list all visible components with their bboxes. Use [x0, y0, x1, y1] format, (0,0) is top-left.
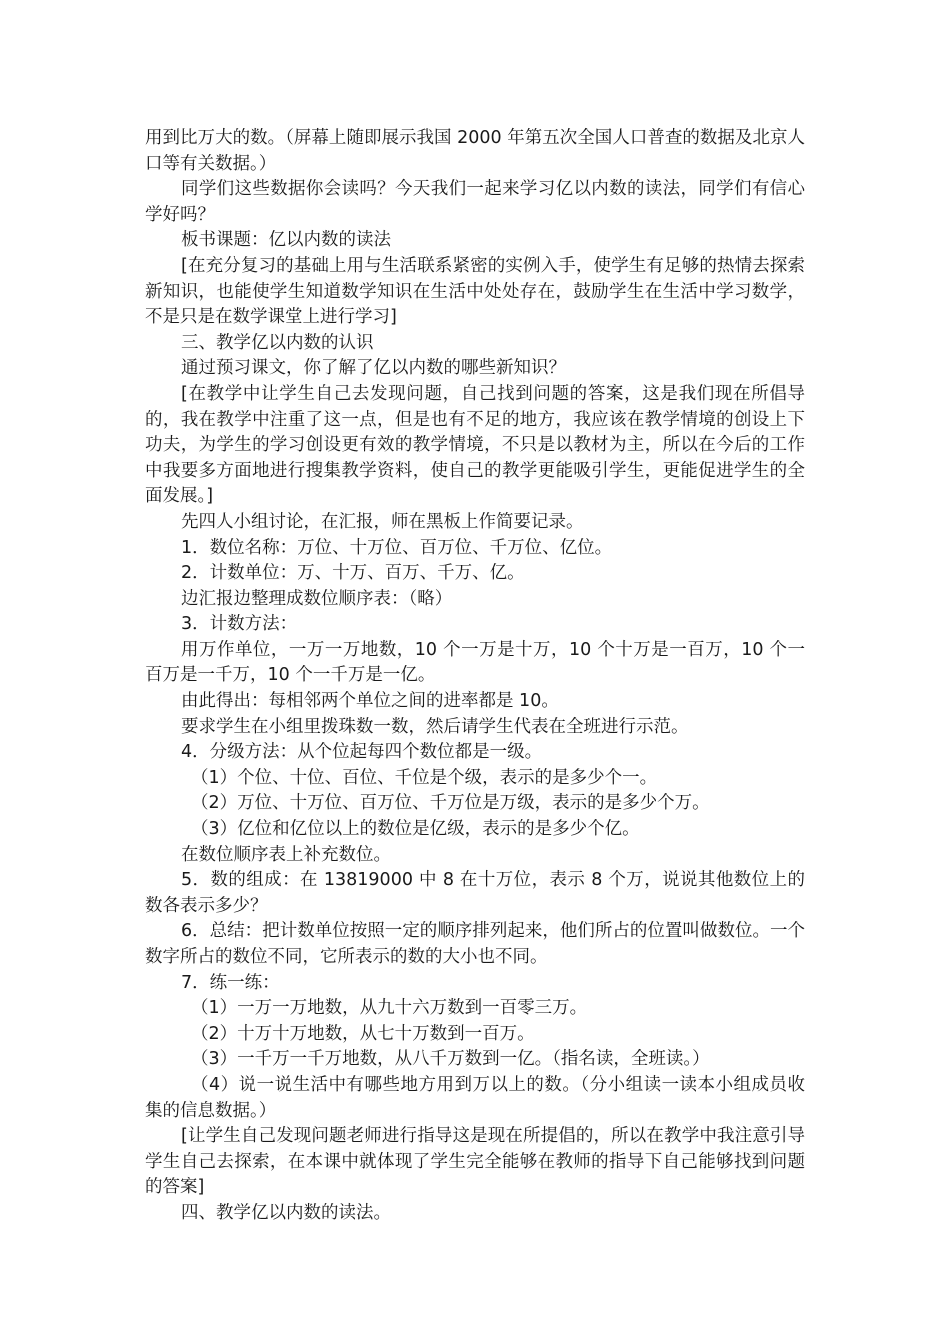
- paragraph-place-table: 边汇报边整理成数位顺序表：（略）: [181, 588, 453, 609]
- paragraph-preview-question: 通过预习课文，你了解了亿以内数的哪些新知识？: [181, 358, 566, 379]
- list-item-grouping-method: 4．分级方法：从个位起每四个数位都是一级。: [181, 742, 543, 763]
- document-body: [145, 126, 805, 1227]
- list-item-counting-method: 3．计数方法：: [181, 614, 298, 635]
- paragraph-abacus-activity: 要求学生在小组里拨珠数一数，然后请学生代表在全班进行示范。: [181, 716, 689, 737]
- paragraph-supplement-table: 在数位顺序表上补充数位。: [181, 844, 391, 865]
- paragraph-conclusion-rate: 由此得出：每相邻两个单位之间的进率都是 10。: [181, 691, 559, 712]
- list-item-number-composition: 5．数的组成：在 13819000 中 8 在十万位，表示 8 个万，说说其他数位上的数各表示多少？: [145, 870, 805, 916]
- paragraph-question: 同学们这些数据你会读吗？今天我们一起来学习亿以内数的读法，同学们有信心学好吗？: [145, 179, 805, 225]
- sub-item-2: （2）万位、十万位、百万位、千万位是万级，表示的是多少个万。: [191, 793, 710, 814]
- section-heading-3: 三、教学亿以内数的认识: [181, 332, 374, 353]
- sub-item-3: （3）亿位和亿位以上的数位是亿级，表示的是多少个亿。: [191, 819, 640, 840]
- paragraph-group-discussion: 先四人小组讨论，在汇报，师在黑板上作简要记录。: [181, 511, 584, 532]
- paragraph-counting-explanation: 用万作单位，一万一万地数，10 个一万是十万，10 个十万是一百万，10 个一百万是一千万，10 个一千万是一亿。: [145, 639, 805, 686]
- section-heading-4: 四、教学亿以内数的读法。: [181, 1202, 391, 1223]
- list-item-summary: 6．总结：把计数单位按照一定的顺序排列起来，他们所占的位置叫做数位。一个数字所占的数位不同，它所表示的数的大小也不同。: [145, 921, 805, 967]
- list-item-place-names: 1．数位名称：万位、十万位、百万位、千万位、亿位。: [181, 537, 613, 558]
- list-item-counting-units: 2．计数单位：万、十万、百万、千万、亿。: [181, 563, 525, 584]
- practice-item-1: （1）一万一万地数，从九十六万数到一百零三万。: [191, 998, 588, 1019]
- paragraph-intro-continued: 用到比万大的数。（屏幕上随即展示我国 2000 年第五次全国人口普查的数据及北京人口等有关数据。）: [145, 128, 805, 174]
- practice-item-4: （4）说一说生活中有哪些地方用到万以上的数。（分小组读一读本小组成员收集的信息数据。）: [145, 1074, 805, 1121]
- practice-item-2: （2）十万十万地数，从七十万数到一百万。: [191, 1023, 535, 1044]
- list-item-practice: 7．练一练：: [181, 972, 280, 993]
- practice-item-3: （3）一千万一千万地数，从八千万数到一亿。（指名读，全班读。）: [191, 1049, 710, 1070]
- paragraph-reflection-3: [让学生自己发现问题老师进行指导这是现在所提倡的，所以在教学中我注意引导学生自己去探索，在本课中就体现了学生完全能够在教师的指导下自己能够找到问题的答案]: [145, 1126, 805, 1198]
- sub-item-1: （1）个位、十位、百位、千位是个级，表示的是多少个一。: [191, 767, 658, 788]
- paragraph-board-title: 板书课题：亿以内数的读法: [181, 230, 391, 251]
- paragraph-reflection-2: [在教学中让学生自己去发现问题，自己找到问题的答案，这是我们现在所倡导的，我在教学中注重了这一点，但是也有不足的地方，我应该在教学情境的创设上下功夫，为学生的学习创设更有效的教学情境，不只是以教材为主，所以在今后的工作中我要多方面地进行搜集教学资料，使自己的教学更能吸引学生，更能促进学生的全面发展。]: [145, 383, 805, 507]
- paragraph-reflection-1: [在充分复习的基础上用与生活联系紧密的实例入手，使学生有足够的热情去探索新知识，也能使学生知道数学知识在生活中处处存在，鼓励学生在生活中学习数学，不是只是在数学课堂上进行学习]: [145, 255, 805, 328]
